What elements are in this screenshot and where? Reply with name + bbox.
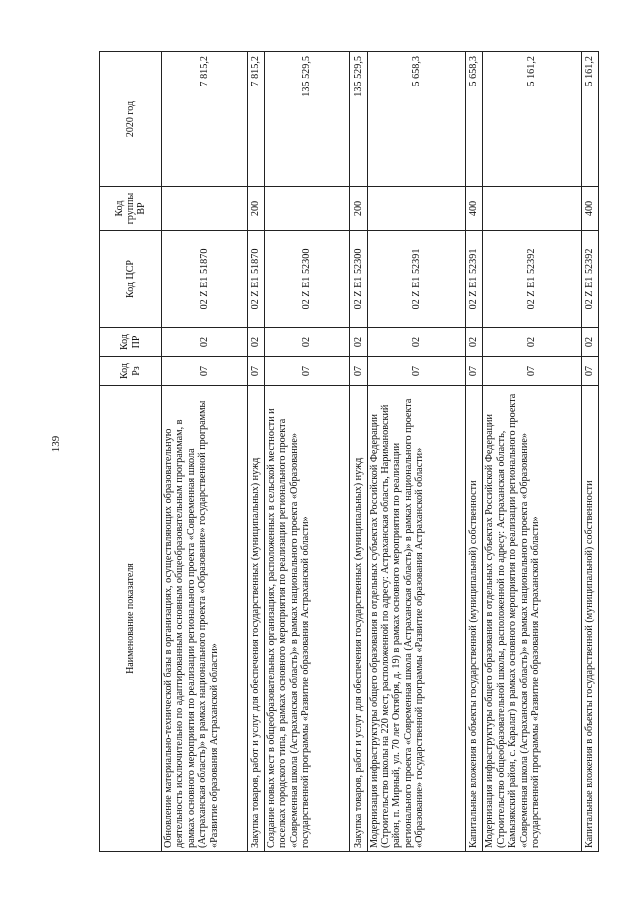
row-csr: 02 Z E1 52392 xyxy=(581,231,598,328)
row-pr: 02 xyxy=(264,328,350,357)
row-name: Капитальные вложения в объекты государственной (муниципальной) собственности xyxy=(466,386,483,852)
row-year: 135 529,5 xyxy=(264,52,350,187)
row-name: Обновление материально-технической базы в организациях, осуществляющих образовательную деятельность исключительно по адаптированным основным общеобразовательным программам, в рамках основного мероприятия по реализации регионального проекта «Современная школа (Астраханская область)» в рамках национального проекта «Образование» государственной программы «Развитие образования Астраханской области» xyxy=(162,386,248,852)
row-csr: 02 Z E1 52300 xyxy=(350,231,367,328)
row-pr: 02 xyxy=(247,328,264,357)
row-year: 5 161,2 xyxy=(581,52,598,187)
row-name: Модернизация инфраструктуры общего образования в отдельных субъектах Российской Федерации (Строительство школы на 220 мест, расположенной по адресу: Астраханская область, Наримановский район, п. Мирный, ул. 70 лет Октября, д. 19) в рамках основного мероприятия по реализации регионального проекта «Современная школа (Астраханская область)» в рамках национального проекта «Образование» государственной программы «Развитие образования Астраханской области» xyxy=(367,386,466,852)
row-pr: 02 xyxy=(350,328,367,357)
table-row xyxy=(483,52,582,852)
row-csr: 02 Z E1 51870 xyxy=(247,231,264,328)
row-pr: 02 xyxy=(367,328,466,357)
row-csr: 02 Z E1 52391 xyxy=(367,231,466,328)
row-name: Закупка товаров, работ и услуг для обеспечения государственных (муниципальных) нужд xyxy=(350,386,367,852)
row-pr: 02 xyxy=(581,328,598,357)
table-row xyxy=(264,52,350,852)
row-name: Закупка товаров, работ и услуг для обеспечения государственных (муниципальных) нужд xyxy=(247,386,264,852)
row-pr: 02 xyxy=(466,328,483,357)
header-rz: Код Рз xyxy=(100,357,162,386)
table-row xyxy=(466,52,483,852)
row-vr: 200 xyxy=(247,187,264,231)
row-year: 5 658,3 xyxy=(466,52,483,187)
row-rz: 07 xyxy=(367,357,466,386)
row-csr: 02 Z E1 51870 xyxy=(162,231,248,328)
row-vr: 400 xyxy=(466,187,483,231)
header-year: 2020 год xyxy=(100,52,162,187)
table-row xyxy=(247,52,264,852)
table-row xyxy=(350,52,367,852)
row-name: Капитальные вложения в объекты государственной (муниципальной) собственности xyxy=(581,386,598,852)
row-rz: 07 xyxy=(581,357,598,386)
row-pr: 02 xyxy=(483,328,582,357)
row-csr: 02 Z E1 52392 xyxy=(483,231,582,328)
row-vr xyxy=(367,187,466,231)
row-rz: 07 xyxy=(264,357,350,386)
row-vr xyxy=(264,187,350,231)
row-year: 5 161,2 xyxy=(483,52,582,187)
budget-table xyxy=(99,51,599,852)
row-rz: 07 xyxy=(466,357,483,386)
row-rz: 07 xyxy=(247,357,264,386)
row-name: Создание новых мест в общеобразовательных организациях, расположенных в сельской местности и поселках городского типа, в рамках основного мероприятия по реализации регионального проекта «Современная школа (Астраханская область)» в рамках национального проекта «Образование» государственной программы «Развитие образования Астраханской области» xyxy=(264,386,350,852)
row-rz: 07 xyxy=(162,357,248,386)
header-csr: Код ЦСР xyxy=(100,231,162,328)
row-year: 135 529,5 xyxy=(350,52,367,187)
row-year: 7 815,2 xyxy=(162,52,248,187)
table-row xyxy=(581,52,598,852)
row-vr xyxy=(162,187,248,231)
page-number: 139 xyxy=(50,435,62,453)
row-year: 7 815,2 xyxy=(247,52,264,187)
table-header-row xyxy=(100,52,162,852)
header-name: Наименование показателя xyxy=(100,386,162,852)
row-rz: 07 xyxy=(350,357,367,386)
row-pr: 02 xyxy=(162,328,248,357)
row-vr xyxy=(483,187,582,231)
header-vr: Код группы ВР xyxy=(100,187,162,231)
table-row xyxy=(367,52,466,852)
row-year: 5 658,3 xyxy=(367,52,466,187)
rotated-document-content xyxy=(99,52,599,852)
row-rz: 07 xyxy=(483,357,582,386)
header-pr: Код ПР xyxy=(100,328,162,357)
row-vr: 400 xyxy=(581,187,598,231)
table-row xyxy=(162,52,248,852)
row-csr: 02 Z E1 52391 xyxy=(466,231,483,328)
row-csr: 02 Z E1 52300 xyxy=(264,231,350,328)
row-vr: 200 xyxy=(350,187,367,231)
row-name: Модернизация инфраструктуры общего образования в отдельных субъектах Российской Федерации (Строительство общеобразовательной школы, расположенной по адресу: Астраханская область, Камызякский район, с. Каралат) в рамках основного мероприятия по реализации регионального проекта «Современная школа (Астраханская область)» в рамках национального проекта «Образование» государственной программы «Развитие образования Астраханской области» xyxy=(483,386,582,852)
